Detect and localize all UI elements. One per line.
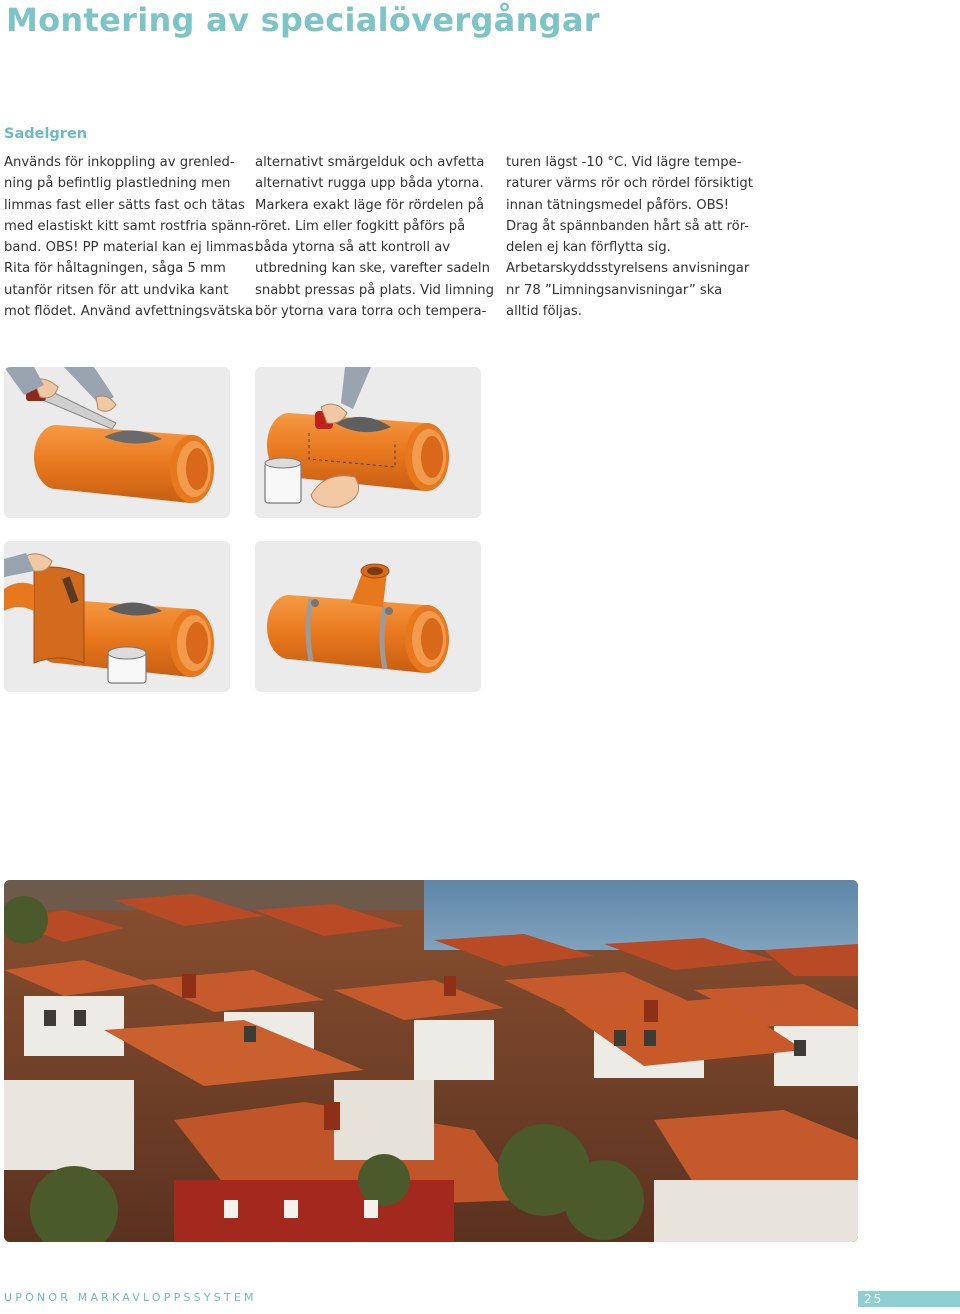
text-line: Rita för håltagningen, såga 5 mm — [4, 261, 226, 277]
text-line: röret. Lim eller fogkitt påförs på — [255, 218, 466, 234]
text-line: bör ytorna vara torra och tempera- — [255, 304, 487, 320]
text-line: båda ytorna så att kontroll av — [255, 240, 451, 256]
photo-coastal-houses — [4, 880, 858, 1242]
footer-brand: UPONOR MARKAVLOPPSSYSTEM — [4, 1291, 257, 1304]
page-title: Montering av specialövergångar — [6, 1, 600, 39]
illustration-applying-glue — [4, 541, 230, 692]
text-line: alternativt rugga upp båda ytorna. — [255, 176, 484, 192]
text-line: turen lägst -10 °C. Vid lägre tempe- — [506, 155, 742, 170]
text-line: med elastiskt kitt samt rostfria spänn- — [4, 218, 256, 234]
text-line: snabbt pressas på plats. Vid limning — [255, 282, 494, 298]
text-line: raturer värms rör och rördel försiktigt — [506, 176, 753, 192]
text-line: mot flödet. Använd avfettningsvätska — [4, 304, 253, 320]
sawing-pipe-drawing — [4, 367, 230, 518]
cleaning-pipe-drawing — [255, 367, 481, 518]
saddle-mounted-drawing — [255, 541, 481, 692]
illustration-cleaning-pipe — [255, 367, 481, 518]
text-line: utanför ritsen för att undvika kant — [4, 282, 229, 298]
applying-glue-drawing — [4, 541, 230, 692]
text-line: Drag åt spännbanden hårt så att rör- — [506, 218, 750, 234]
coastal-houses-photo — [4, 880, 858, 1242]
illustration-saddle-mounted — [255, 541, 481, 692]
text-line: utbredning kan ske, varefter sadeln — [255, 261, 490, 277]
text-line: alternativt smärgelduk och avfetta — [255, 155, 485, 170]
text-column-2 — [255, 152, 494, 322]
text-line: delen ej kan förflytta sig. — [506, 240, 671, 256]
text-line: Arbetarskyddsstyrelsens anvisningar — [506, 261, 750, 277]
page-number: 25 — [858, 1291, 960, 1307]
text-line: ning på befintlig plastledning men — [4, 176, 231, 192]
text-line: Används för inkoppling av grenled- — [4, 155, 235, 170]
text-line: Markera exakt läge för rördelen på — [255, 197, 485, 213]
illustration-sawing-pipe — [4, 367, 230, 518]
text-line: innan tätningsmedel påförs. OBS! — [506, 197, 730, 213]
section-heading: Sadelgren — [4, 126, 88, 142]
text-line: nr 78 ”Limningsanvisningar” ska — [506, 282, 723, 298]
text-line: limmas fast eller sätts fast och tätas — [4, 197, 245, 213]
text-line: alltid följas. — [506, 304, 582, 320]
text-line: band. OBS! PP material kan ej limmas. — [4, 240, 259, 256]
text-column-3 — [506, 152, 753, 322]
text-column-1 — [4, 152, 259, 322]
